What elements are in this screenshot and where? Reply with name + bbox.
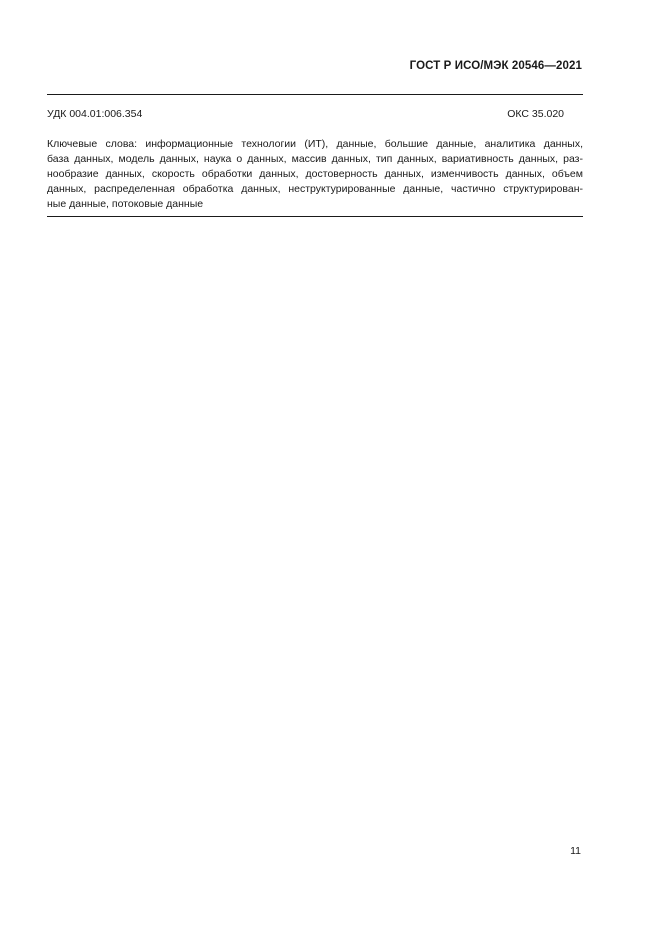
keywords-line: Ключевые слова: информационные технологии (ИТ), данные, большие данные, аналитика данных,: [47, 138, 583, 150]
keywords-line: данных, распределенная обработка данных, неструктурированные данные, частично структурирован-: [47, 183, 583, 195]
oks-code: ОКС 35.020: [507, 108, 564, 120]
bottom-divider: [47, 216, 583, 217]
keywords-line: база данных, модель данных, наука о данных, массив данных, тип данных, вариативность данных, раз-: [47, 153, 583, 165]
classifiers-row: [47, 108, 564, 120]
keywords-paragraph: [47, 137, 583, 212]
keywords-line: нообразие данных, скорость обработки данных, достоверность данных, изменчивость данных, объем: [47, 168, 583, 180]
keywords-line: ные данные, потоковые данные: [47, 198, 204, 210]
page-number: 11: [570, 845, 581, 857]
udc-code: УДК 004.01:006.354: [47, 108, 143, 120]
top-divider: [47, 94, 583, 95]
document-standard-id: ГОСТ Р ИСО/МЭК 20546—2021: [409, 60, 582, 72]
